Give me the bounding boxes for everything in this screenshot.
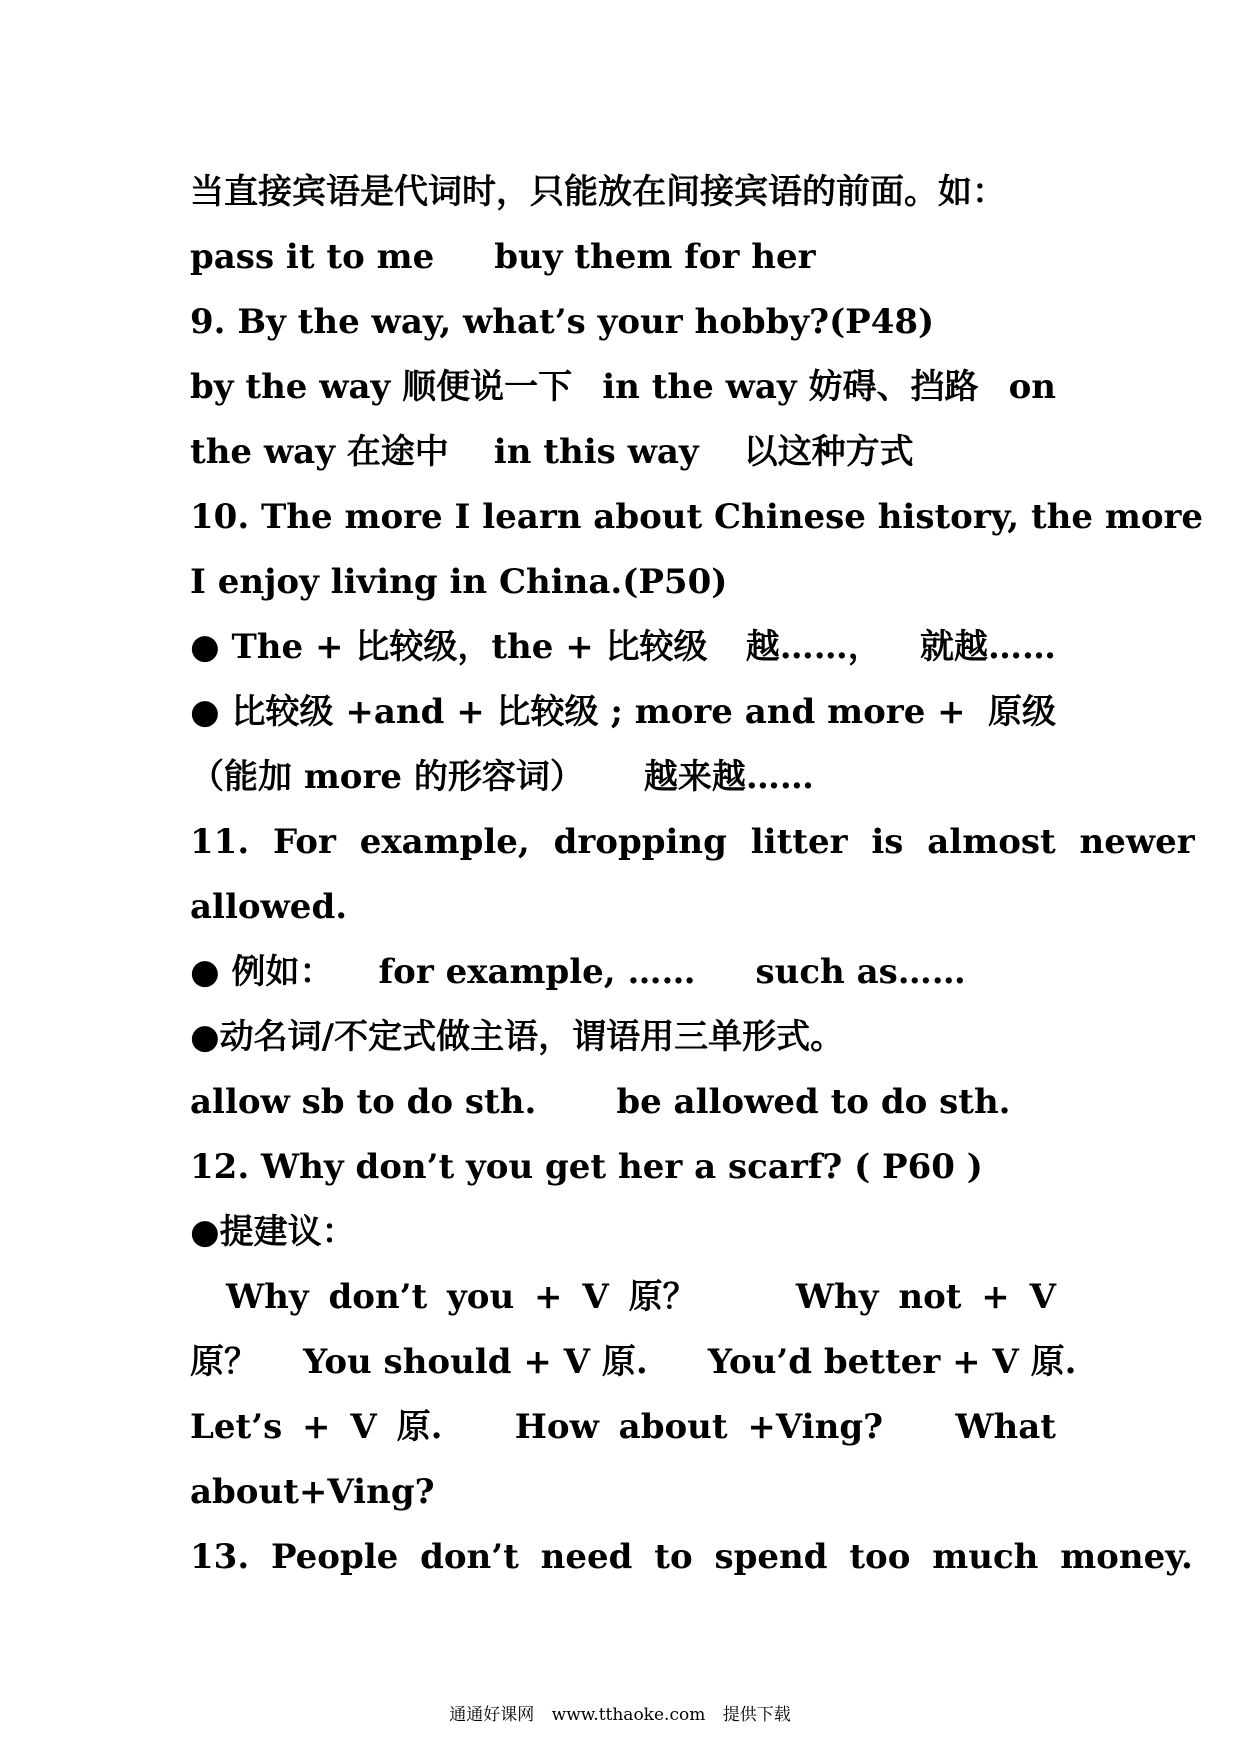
document-page [190,160,1204,1590]
bullet-line: ●提建议： [190,1212,356,1252]
text-line: I enjoy living in China.(P50) [190,562,728,602]
sentence-13: 13. People don’t need to spend too much money. [190,1537,1193,1577]
text-line: allow sb to do sth. be allowed to do sth. [190,1082,1011,1122]
page-footer [0,1700,1240,1725]
sentence-11: 11. For example, dropping litter is almost newer [190,822,1195,862]
footer-note: 提供下载 [722,1705,791,1725]
text-line: Why don’t you + V 原？ Why not + V [226,1277,1056,1317]
text-line: 原？ You should + V 原. You’d better + V 原. [190,1342,1077,1382]
text-line: allowed. [190,887,348,927]
bullet-line: ● 比较级 +and + 比较级 ; more and more + 原级 [190,692,1056,732]
bullet-line: ●动名词/不定式做主语，谓语用三单形式。 [190,1017,845,1057]
sentence-10: 10. The more I learn about Chinese history, the more [190,497,1204,537]
text-line: the way 在途中 in this way 以这种方式 [190,432,914,472]
bullet-line: ● The + 比较级，the + 比较级 越……， 就越…… [190,627,1056,667]
text-line: about+Ving? [190,1472,435,1512]
text-line: Let’s + V 原. How about +Ving? What [190,1407,1056,1447]
footer-url: www.tthaoke.com [551,1705,706,1725]
sentence-12: 12. Why don’t you get her a scarf? ( P60 ) [190,1147,983,1187]
text-line: pass it to me buy them for her [190,237,816,277]
footer-site-name: 通通好课网 [449,1705,535,1725]
sentence-9: 9. By the way, what’s your hobby?(P48) [190,302,935,342]
text-line: by the way 顺便说一下 in the way 妨碍、挡路 on [190,367,1056,407]
text-line: （能加 more 的形容词） 越来越…… [190,757,814,797]
bullet-line: ● 例如： for example, …… such as…… [190,952,966,992]
text-line: 当直接宾语是代词时，只能放在间接宾语的前面。如： [190,172,1006,212]
